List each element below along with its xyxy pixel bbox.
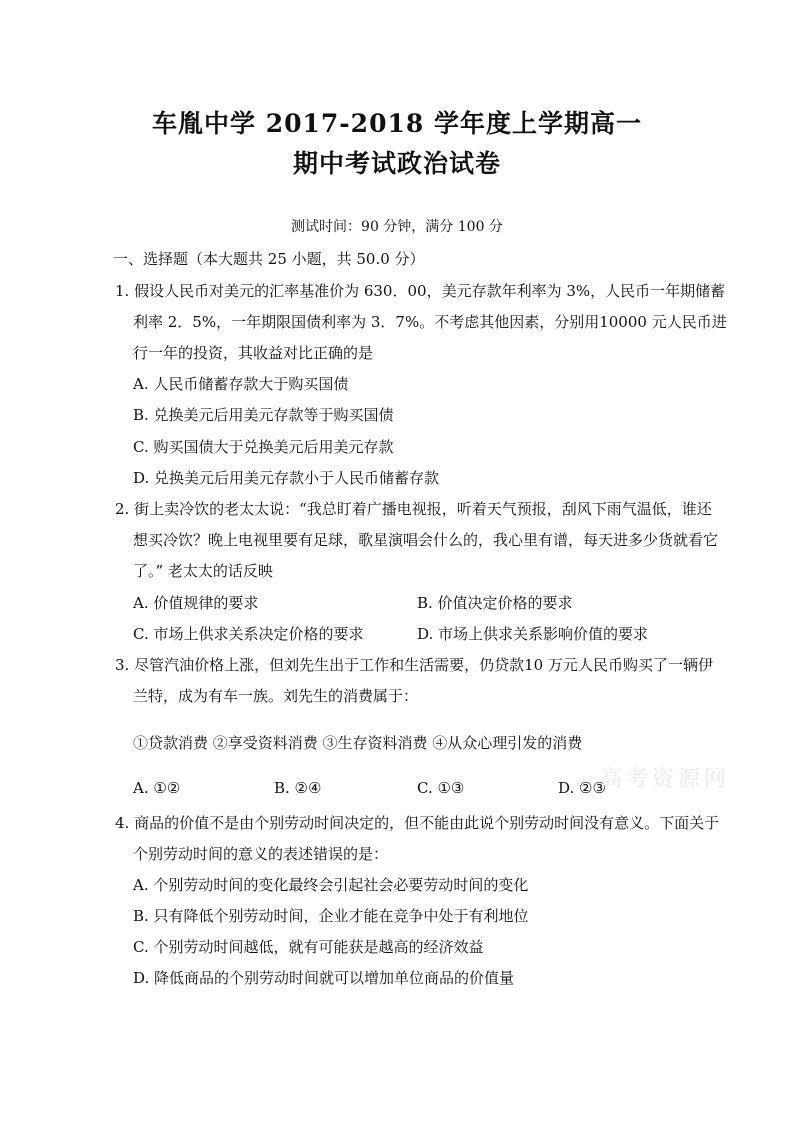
question-4-line-1: 4. 商品的价值不是由个别劳动时间决定的，但不能由此说个别劳动时间没有意义。下面关于 — [115, 814, 720, 832]
question-2-option-d: D. 市场上供求关系影响价值的要求 — [417, 625, 649, 643]
question-1-line-3: 行一年的投资，其收益对比正确的是 — [133, 344, 374, 362]
question-4-option-d: D. 降低商品的个别劳动时间就可以增加单位商品的价值量 — [133, 969, 515, 987]
question-2-line-2: 想买冷饮？晚上电视里要有足球，歌星演唱会什么的，我心里有谱，每天进多少货就看它 — [133, 531, 719, 549]
question-2-line-1: 2. 街上卖冷饮的老太太说：“我总盯着广播电视报，听着天气预报，刮风下雨气温低，谁还 — [115, 500, 712, 518]
question-3-line-2: 兰特，成为有车一族。刘先生的消费属于： — [133, 687, 419, 705]
question-4-option-c: C. 个别劳动时间越低，就有可能获是越高的经济效益 — [133, 938, 484, 956]
question-4-line-2: 个别劳动时间的意义的表述错误的是： — [133, 845, 389, 863]
question-3-option-d: D. ②③ — [558, 779, 606, 797]
question-3-option-b: B. ②④ — [274, 779, 322, 797]
question-2-option-a: A. 价值规律的要求 — [133, 594, 259, 612]
question-1-option-c: C. 购买国债大于兑换美元后用美元存款 — [133, 438, 394, 456]
question-4-option-b: B. 只有降低个别劳动时间，企业才能在竞争中处于有利地位 — [133, 907, 529, 925]
exam-title-line2: 期中考试政治试卷 — [292, 149, 501, 178]
question-2-option-b: B. 价值决定价格的要求 — [417, 594, 573, 612]
exam-title-line1: 车胤中学 2017-2018 学年度上学期高一 — [152, 109, 642, 138]
question-4-option-a: A. 个别劳动时间的变化最终会引起社会必要劳动时间的变化 — [133, 876, 529, 894]
question-1-option-d: D. 兑换美元后用美元存款小于人民币储蓄存款 — [133, 469, 440, 487]
question-2-option-c: C. 市场上供求关系决定价格的要求 — [133, 625, 364, 643]
question-1-option-a: A. 人民币储蓄存款大于购买国债 — [133, 375, 349, 393]
watermark: 高考资源网 — [600, 767, 731, 792]
exam-info: 测试时间：90 分钟，满分 100 分 — [291, 219, 503, 235]
question-3-option-c: C. ①③ — [417, 779, 465, 797]
question-2-line-3: 了。” 老太太的话反映 — [133, 562, 273, 580]
question-1-line-2: 利率 2．5%，一年期限国债利率为 3．7%。不考虑其他因素，分别用10000 元人民币进 — [133, 313, 727, 331]
question-3-line-1: 3. 尽管汽油价格上涨，但刘先生出于工作和生活需要，仍贷款10 万元人民币购买了一辆伊 — [115, 656, 713, 674]
section-heading: 一、选择题（本大题共 25 小题，共 50.0 分） — [113, 250, 425, 268]
question-1-option-b: B. 兑换美元后用美元存款等于购买国债 — [133, 406, 394, 424]
question-3-statements: ①贷款消费 ②享受资料消费 ③生存资料消费 ④从众心理引发的消费 — [133, 734, 583, 752]
question-1-line-1: 1. 假设人民币对美元的汇率基准价为 630．00，美元存款年利率为 3%，人民币一年期储蓄 — [115, 282, 726, 300]
question-3-option-a: A. ①② — [133, 779, 181, 797]
